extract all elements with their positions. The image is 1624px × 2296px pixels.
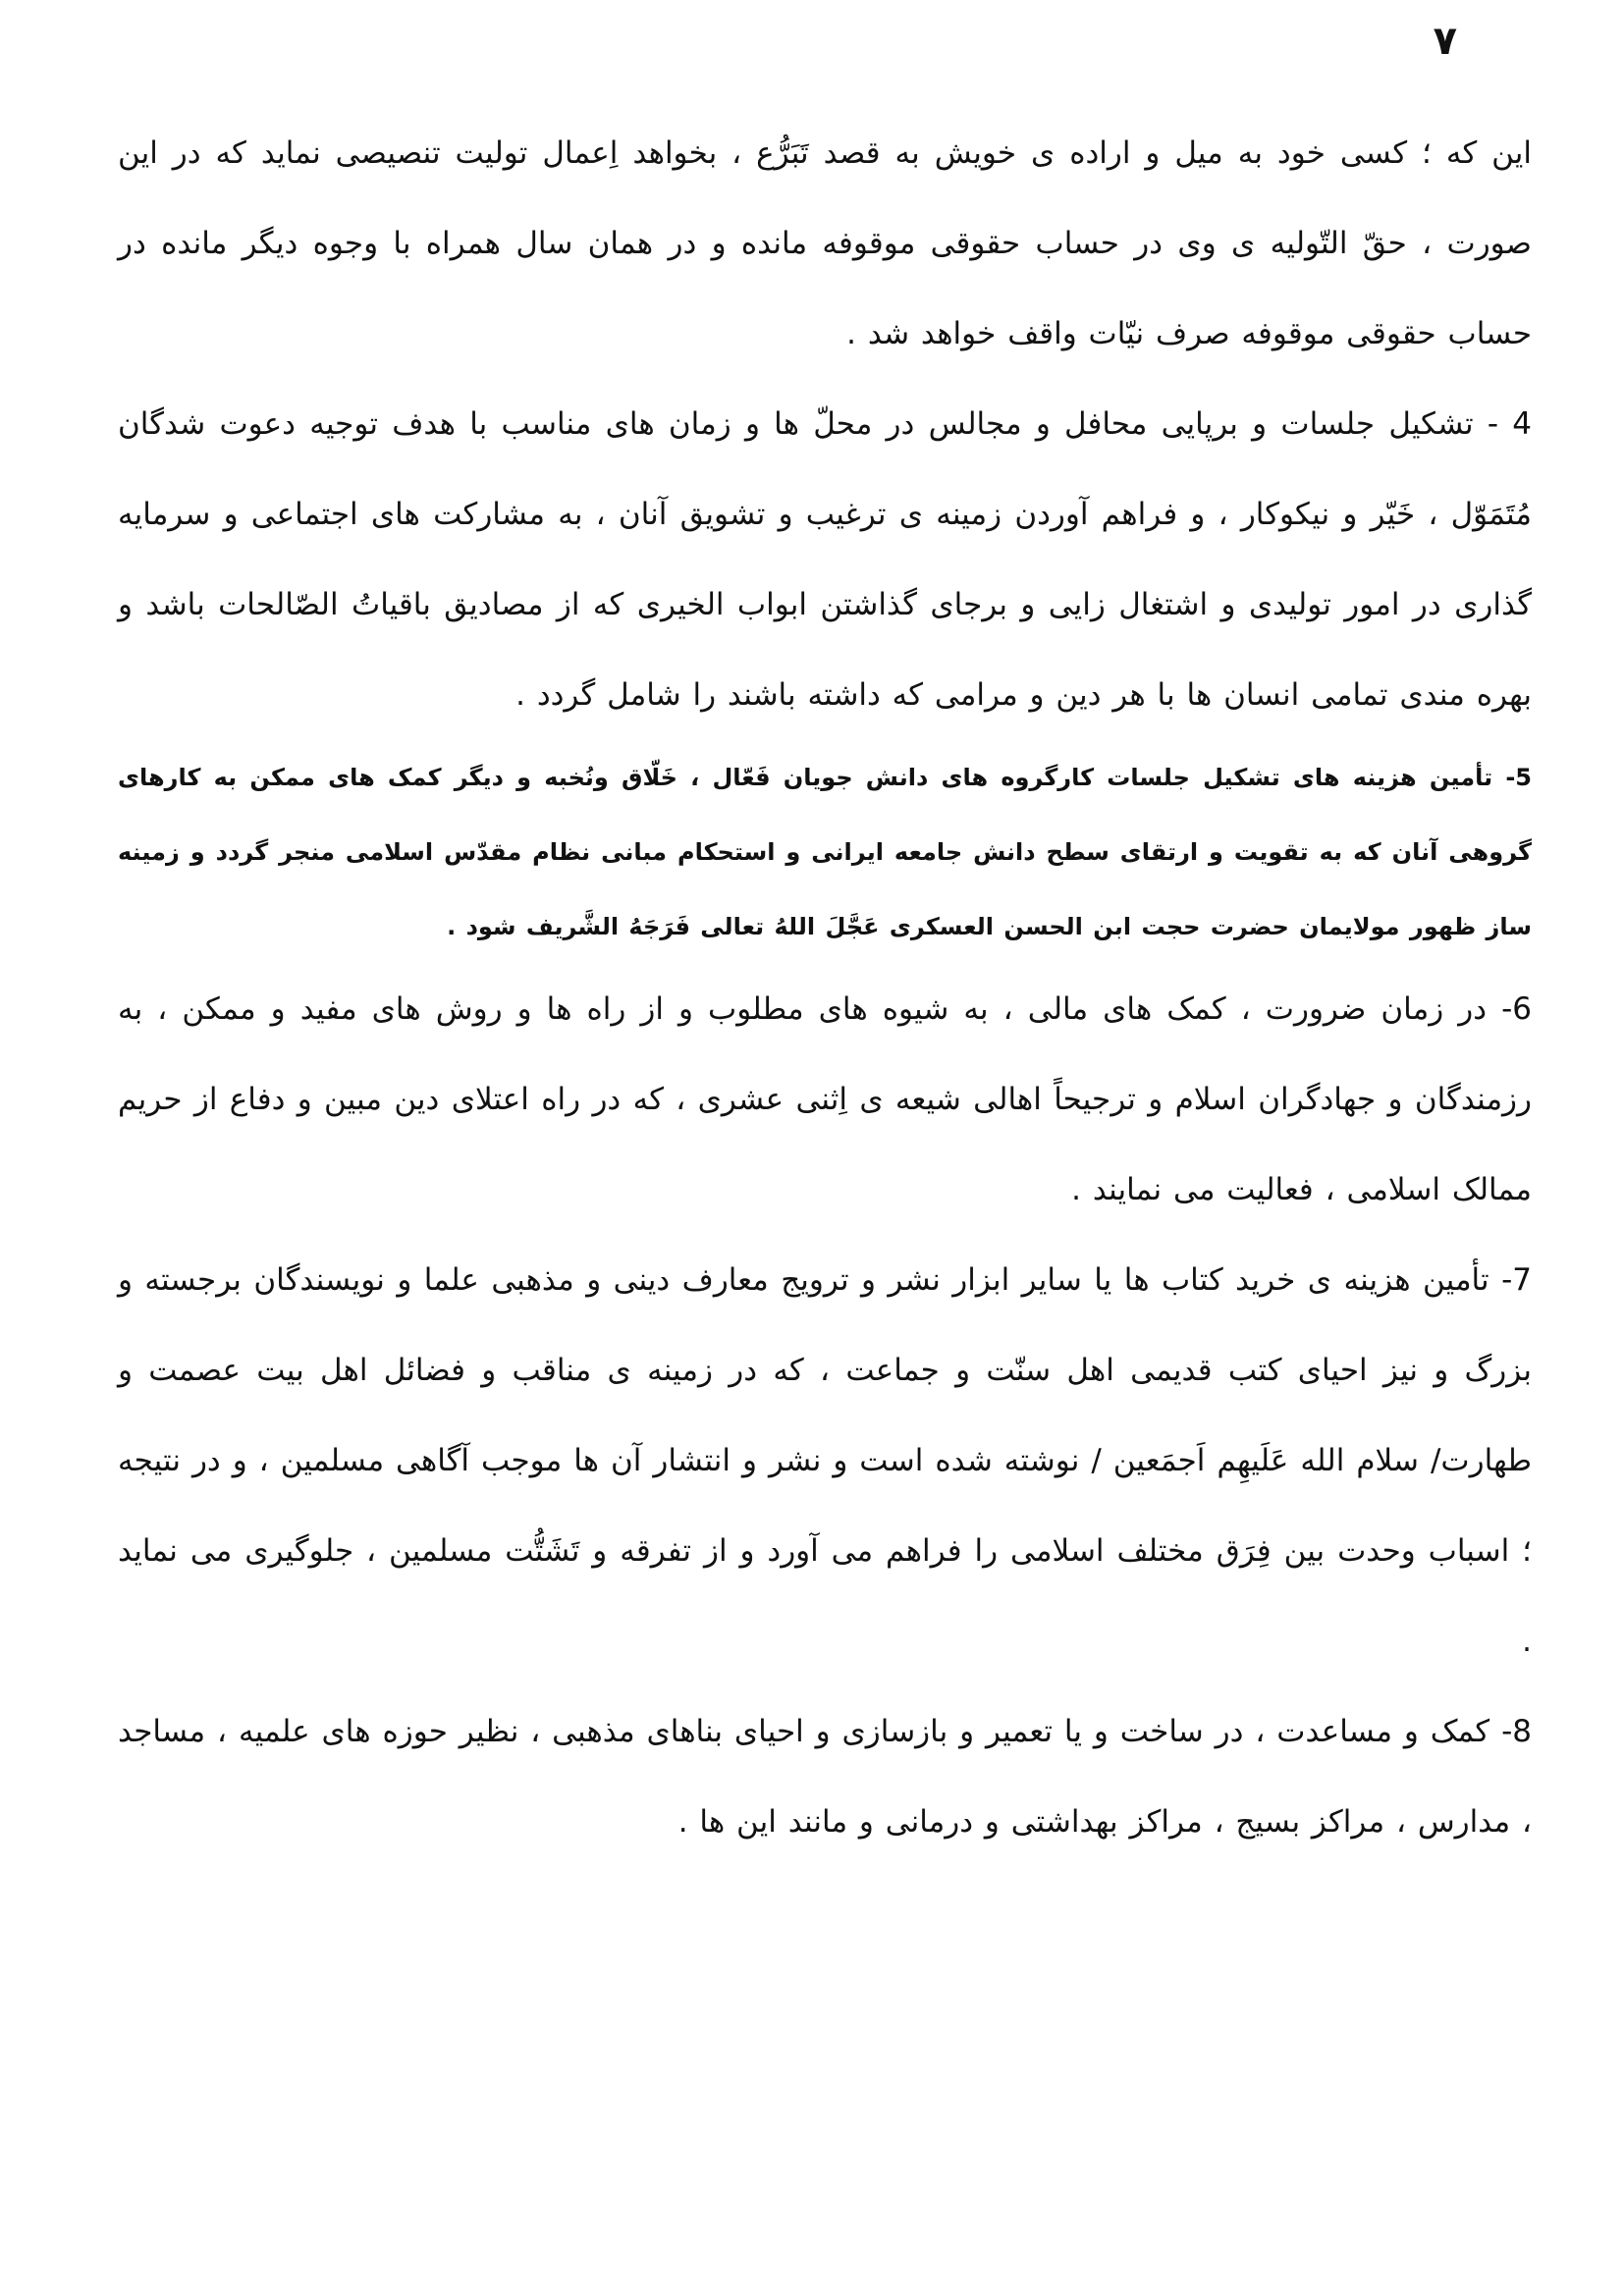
- list-item-4: 4 - تشکیل جلسات و برپایی محافل و مجالس در محلّ ها و زمان های مناسب با هدف توجیه دعوت شدگان مُتَمَوّل ، خَیّر و نیکوکار ، و فراهم آوردن زمینه ی ترغیب و تشویق آنان ، به مشارکت های اجتماعی و سرمایه گذاری در امور تولیدی و اشتغال زایی و برجای گذاشتن ابواب الخیری که از مصادیق باقیاتُ الصّالحات باشد و بهره مندی تمامی انسان ها با هر دین و مرامی که داشته باشند را شامل گردد .: [118, 406, 1532, 713]
- page-number: ۷: [1433, 19, 1457, 64]
- list-item-7: 7- تأمین هزینه ی خرید کتاب ها یا سایر ابزار نشر و ترویج معارف دینی و مذهبی علما و نویسندگان برجسته و بزرگ و نیز احیای کتب قدیمی اهل سنّت و جماعت ، که در زمینه ی مناقب و فضائل اهل بیت عصمت و طهارت/ سلام الله عَلَیهِم اَجمَعین / نوشته شده است و نشر و انتشار آن ها موجب آگاهی مسلمین ، و در نتیجه ؛ اسباب وحدت بین فِرَق مختلف اسلامی را فراهم می آورد و از تفرقه و تَشَتُّت مسلمین ، جلوگیری می نماید .: [118, 1262, 1532, 1659]
- list-item-5: 5- تأمین هزینه های تشکیل جلسات کارگروه های دانش جویان فَعّال ، خَلّاق ونُخبه و دیگر کمک های ممکن به کارهای گروهی آنان که به تقویت و ارتقای سطح دانش جامعه ایرانی و استحکام مبانی نظام مقدّس اسلامی منجر گردد و زمینه ساز ظهور مولایمان حضرت حجت ابن الحسن العسکری عَجَّلَ اللهُ تعالی فَرَجَهُ الشَّریف شود .: [118, 764, 1532, 940]
- list-item-6: 6- در زمان ضرورت ، کمک های مالی ، به شیوه های مطلوب و از راه ها و روش های مفید و ممکن ، به رزمندگان و جهادگران اسلام و ترجیحاً اهالی شیعه ی اِثنی عشری ، که در راه اعتلای دین مبین و دفاع از حریم ممالک اسلامی ، فعالیت می نمایند .: [118, 991, 1532, 1207]
- list-item-8: 8- کمک و مساعدت ، در ساخت و یا تعمیر و بازسازی و احیای بناهای مذهبی ، نظیر حوزه های علمیه ، مساجد ، مدارس ، مراکز بسیج ، مراکز بهداشتی و درمانی و مانند این ها .: [118, 1714, 1532, 1840]
- paragraph-intro: این که ؛ کسی خود به میل و اراده ی خویش به قصد تَبَرُّع ، بخواهد اِعمال تولیت تنصیصی نماید که در این صورت ، حقّ التّولیه ی وی در حساب حقوقی موقوفه مانده و در همان سال همراه با وجوه دیگر مانده در حساب حقوقی موقوفه صرف نیّات واقف خواهد شد .: [118, 135, 1532, 351]
- document-body: [118, 108, 1532, 1867]
